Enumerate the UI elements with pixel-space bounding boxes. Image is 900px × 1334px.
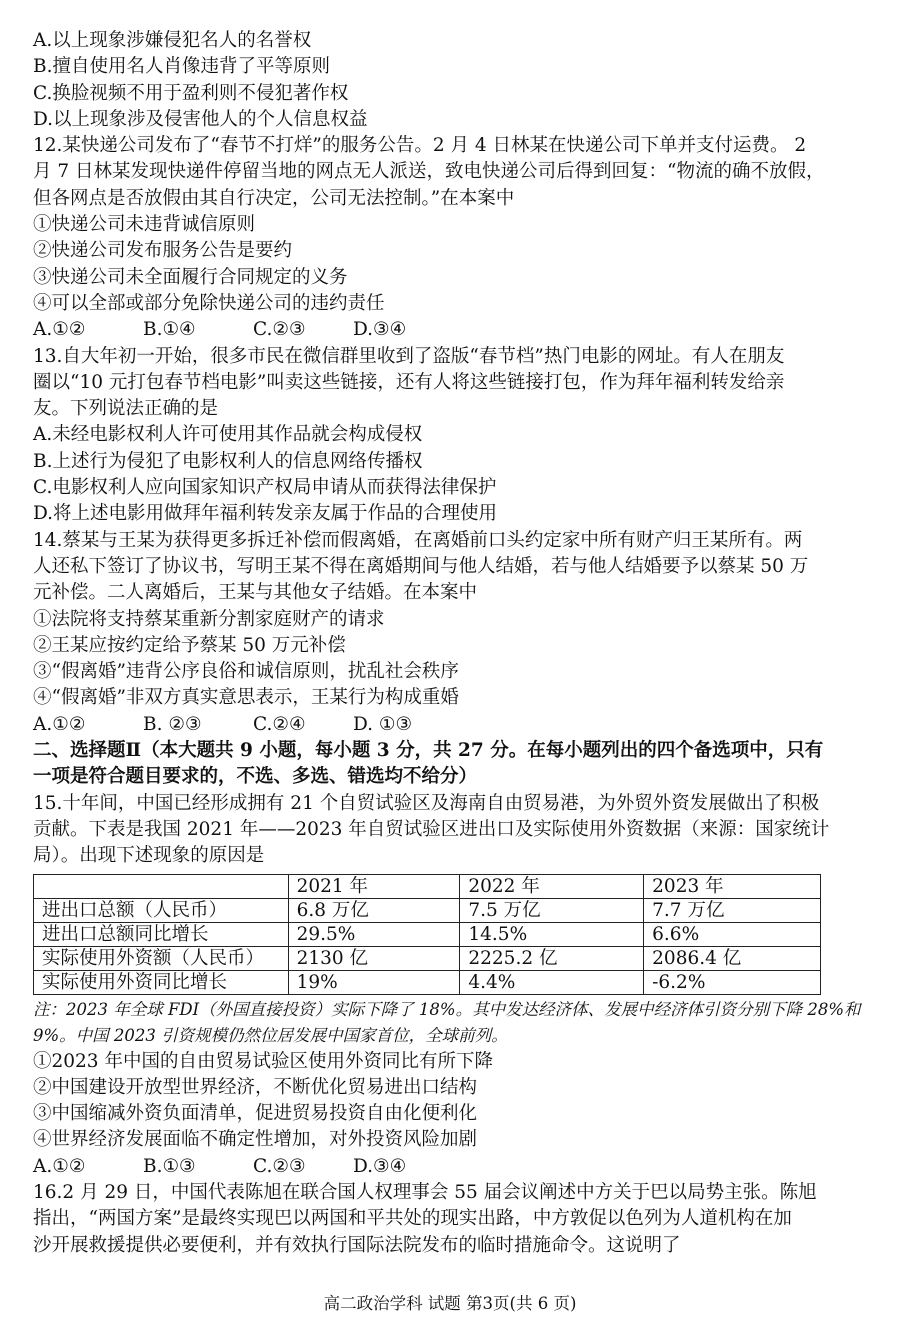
table-cell: 7.7 万亿 xyxy=(644,898,821,922)
q15-table-note: 注：2023 年全球 FDI（外国直接投资）实际下降了 18%。其中发达经济体、发展中经济体引资分别下降 28%和 9%。中国 2023 引资规模仍然位居发展中国家首位，全球前列。 xyxy=(33,999,861,1045)
q11-option-a: A.以上现象涉嫌侵犯名人的名誉权 xyxy=(33,30,312,51)
table-cell: 实际使用外资同比增长 xyxy=(34,970,289,994)
table-header-cell xyxy=(34,874,289,898)
page-content xyxy=(33,28,873,1259)
q12-option-d: D.③④ xyxy=(353,319,407,341)
q14-option-c: C.②④ xyxy=(253,713,306,735)
table-row xyxy=(34,898,821,922)
question-16 xyxy=(33,1180,873,1259)
q15-option-d: D.③④ xyxy=(353,1155,407,1177)
q11-option-c: C.换脸视频不用于盈利则不侵犯著作权 xyxy=(33,82,349,104)
q14-stem-line: 元补偿。二人离婚后，王某与其他女子结婚。在本案中 xyxy=(33,582,478,604)
table-cell: 2086.4 亿 xyxy=(644,946,821,970)
question-14 xyxy=(33,528,873,738)
q15-option-a: A.①② xyxy=(33,1155,86,1177)
q12-option-b: B.①④ xyxy=(143,319,196,341)
q15-option-c: C.②③ xyxy=(253,1155,306,1177)
q12-option-a: A.①② xyxy=(33,319,86,341)
q12-item-2: ②快递公司发布服务公告是要约 xyxy=(33,240,293,262)
q16-stem-line: 16.2 月 29 日，中国代表陈旭在联合国人权理事会 55 届会议阐述中方关于巴以局势主张。陈旭 xyxy=(33,1181,817,1203)
table-cell: 6.6% xyxy=(644,922,821,946)
table-cell: 19% xyxy=(288,970,460,994)
q15-item-2: ②中国建设开放型世界经济，不断优化贸易进出口结构 xyxy=(33,1076,478,1098)
table-cell: 7.5 万亿 xyxy=(460,898,644,922)
q14-option-b: B. ②③ xyxy=(143,713,202,735)
q11-options xyxy=(33,28,873,133)
q15-option-b: B.①③ xyxy=(143,1155,196,1177)
table-row xyxy=(34,922,821,946)
q15-data-table xyxy=(33,874,821,995)
q13-stem-line: 友。下列说法正确的是 xyxy=(33,398,219,420)
q14-stem-line: 14.蔡某与王某为获得更多拆迁补偿而假离婚，在离婚前口头约定家中所有财产归王某所有。两 xyxy=(33,529,803,551)
q12-item-3: ③快递公司未全面履行合同规定的义务 xyxy=(33,266,348,288)
q14-option-d: D. ①③ xyxy=(353,713,413,735)
q13-option-d: D.将上述电影用做拜年福利转发亲友属于作品的合理使用 xyxy=(33,503,498,525)
q15-stem-line: 局）。出现下述现象的原因是 xyxy=(33,845,265,867)
q14-item-1: ①法院将支持蔡某重新分割家庭财产的请求 xyxy=(33,608,385,630)
table-cell: 实际使用外资额（人民币） xyxy=(34,946,289,970)
q15-item-4: ④世界经济发展面临不确定性增加，对外投资风险加剧 xyxy=(33,1129,478,1151)
table-cell: 4.4% xyxy=(460,970,644,994)
table-cell: 进出口总额同比增长 xyxy=(34,922,289,946)
q14-options xyxy=(33,712,873,738)
q14-option-a: A.①② xyxy=(33,713,86,735)
q14-item-4: ④“假离婚”非双方真实意思表示，王某行为构成重婚 xyxy=(33,687,459,709)
section-2-heading-line: 一项是符合题目要求的，不选、多选、错选均不给分） xyxy=(33,766,478,788)
q15-item-1: ①2023 年中国的自由贸易试验区使用外资同比有所下降 xyxy=(33,1050,493,1072)
table-cell: -6.2% xyxy=(644,970,821,994)
table-cell: 14.5% xyxy=(460,922,644,946)
section-2-heading xyxy=(33,738,873,791)
q12-stem-line: 12.某快递公司发布了“春节不打烊”的服务公告。2 月 4 日林某在快递公司下单并支付运费。 2 xyxy=(33,135,807,157)
table-cell: 2225.2 亿 xyxy=(460,946,644,970)
table-cell: 6.8 万亿 xyxy=(288,898,460,922)
section-2-heading-line: 二、选择题Ⅱ（本大题共 9 小题，每小题 3 分，共 27 分。在每小题列出的四个备选项中，只有 xyxy=(33,740,824,762)
q14-item-2: ②王某应按约定给予蔡某 50 万元补偿 xyxy=(33,634,346,656)
q14-item-3: ③“假离婚”违背公序良俗和诚信原则，扰乱社会秩序 xyxy=(33,661,459,683)
q14-stem-line: 人还私下签订了协议书，写明王某不得在离婚期间与他人结婚，若与他人结婚要予以蔡某 50 万 xyxy=(33,555,809,577)
q13-stem-line: 13.自大年初一开始，很多市民在微信群里收到了盗版“春节档”热门电影的网址。有人在朋友 xyxy=(33,345,785,367)
q15-stem-line: 15.十年间，中国已经形成拥有 21 个自贸试验区及海南自由贸易港，为外贸外资发展做出了积极 xyxy=(33,792,820,814)
q13-option-a: A.未经电影权利人许可使用其作品就会构成侵权 xyxy=(33,424,423,446)
q12-stem-line: 但各网点是否放假由其自行决定，公司无法控制。”在本案中 xyxy=(33,187,515,209)
table-header-row xyxy=(34,874,821,898)
question-15 xyxy=(33,791,873,1180)
question-12 xyxy=(33,133,873,343)
table-header-cell: 2021 年 xyxy=(288,874,460,898)
q16-stem-line: 指出，“两国方案”是最终实现巴以两国和平共处的现实出路，中方敦促以色列为人道机构在加 xyxy=(33,1208,792,1230)
page-footer: 高二政治学科 试题 第3页(共 6 页) xyxy=(323,1294,577,1313)
question-13 xyxy=(33,344,873,528)
table-cell: 2130 亿 xyxy=(288,946,460,970)
table-cell: 进出口总额（人民币） xyxy=(34,898,289,922)
q13-option-c: C.电影权利人应向国家知识产权局申请从而获得法律保护 xyxy=(33,477,497,499)
q15-item-3: ③中国缩减外资负面清单，促进贸易投资自由化便利化 xyxy=(33,1103,478,1125)
table-cell: 29.5% xyxy=(288,922,460,946)
q15-options xyxy=(33,1154,873,1180)
table-header-cell: 2023 年 xyxy=(644,874,821,898)
q16-stem-line: 沙开展救援提供必要便利，并有效执行国际法院发布的临时措施命令。这说明了 xyxy=(33,1234,681,1256)
q11-option-b: B.擅自使用名人肖像违背了平等原则 xyxy=(33,56,330,78)
q12-item-4: ④可以全部或部分免除快递公司的违约责任 xyxy=(33,292,385,314)
q11-option-d: D.以上现象涉及侵害他人的个人信息权益 xyxy=(33,108,368,130)
table-row xyxy=(34,946,821,970)
table-row xyxy=(34,970,821,994)
table-header-cell: 2022 年 xyxy=(460,874,644,898)
q12-stem-line: 月 7 日林某发现快递件停留当地的网点无人派送，致电快递公司后得到回复：“物流的确不放假， xyxy=(33,161,825,183)
q15-stem-line: 贡献。下表是我国 2021 年——2023 年自贸试验区进出口及实际使用外资数据（来源：国家统计 xyxy=(33,818,830,840)
q13-option-b: B.上述行为侵犯了电影权利人的信息网络传播权 xyxy=(33,450,423,472)
q12-options xyxy=(33,317,873,343)
q13-stem-line: 圈以“10 元打包春节档电影”叫卖这些链接，还有人将这些链接打包，作为拜年福利转发给亲 xyxy=(33,371,785,393)
q12-option-c: C.②③ xyxy=(253,319,306,341)
q12-item-1: ①快递公司未违背诚信原则 xyxy=(33,214,256,236)
